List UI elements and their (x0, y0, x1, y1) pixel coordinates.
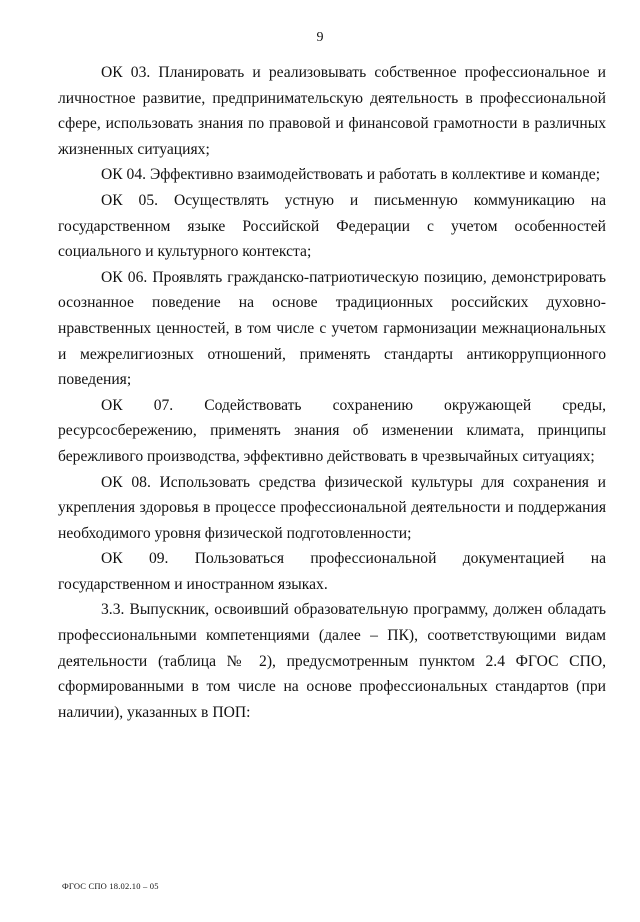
paragraph-ok-09: ОК 09. Пользоваться профессиональной документацией на государственном и иностранном языках. (58, 550, 606, 593)
paragraph-ok-04: ОК 04. Эффективно взаимодействовать и работать в коллективе и команде; (101, 166, 601, 184)
paragraph-3-3: 3.3. Выпускник, освоивший образовательную программу, должен обладать профессиональными компетенциями (далее – ПК), соответствующими видам деятельности (таблица № 2), предусмотренным пунктом 2.4 ФГОС СПО, сформированными в том числе на основе профессиональных стандартов (при наличии), указанных в ПОП: (58, 601, 606, 721)
paragraph-ok-08: ОК 08. Использовать средства физической культуры для сохранения и укрепления здоровья в процессе профессиональной деятельности и поддержания необходимого уровня физической подготовленности; (58, 473, 606, 542)
paragraph-ok-06: ОК 06. Проявлять гражданско-патриотическую позицию, демонстрировать осознанное поведение на основе традиционных российских духовно-нравственных ценностей, в том числе с учетом гармонизации межнациональных и межрелигиозных отношений, применять стандарты антикоррупционного поведения; (58, 268, 606, 389)
page-number: 9 (316, 30, 324, 45)
paragraph-ok-05: ОК 05. Осуществлять устную и письменную коммуникацию на государственном языке Российской Федерации с учетом особенностей социального и культурного контекста; (58, 191, 606, 261)
paragraph-ok-07: ОК 07. Содействовать сохранению окружающей среды, ресурсосбережению, применять знания об изменении климата, принципы бережливого производства, эффективно действовать в чрезвычайных ситуациях; (58, 396, 606, 465)
document-body (58, 60, 606, 725)
footer-document-code: ФГОС СПО 18.02.10 – 05 (62, 881, 159, 891)
paragraph-ok-03: ОК 03. Планировать и реализовывать собственное профессиональное и личностное развитие, предпринимательскую деятельность в профессиональной сфере, использовать знания по правовой и финансовой грамотности в различных жизненных ситуациях; (58, 64, 606, 158)
